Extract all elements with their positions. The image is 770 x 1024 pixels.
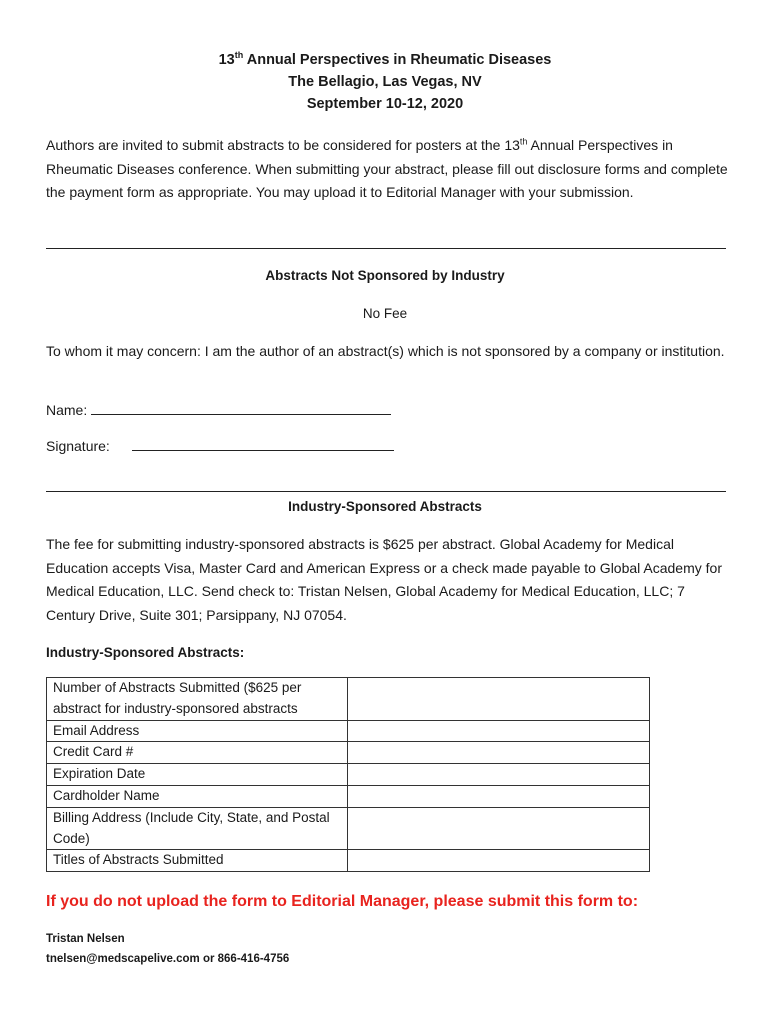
divider: [46, 248, 726, 249]
contact-details: tnelsen@medscapelive.com or 866-416-4756: [46, 953, 290, 965]
row-label: Expiration Date: [47, 764, 348, 786]
payment-form-table: [46, 677, 650, 872]
contact-name: Tristan Nelsen: [46, 933, 125, 945]
table-row: [47, 785, 650, 807]
document-title: 13th Annual Perspectives in Rheumatic Diseases: [218, 50, 552, 68]
row-label: Number of Abstracts Submitted ($625 per abstract for industry-sponsored abstracts: [47, 678, 348, 721]
fee-note: No Fee: [362, 306, 408, 321]
non-sponsored-heading: Abstracts Not Sponsored by Industry: [265, 268, 505, 283]
table-row: [47, 764, 650, 786]
intro-paragraph: Authors are invited to submit abstracts to be considered for posters at the 13th Annual Perspectives in Rheumatic Diseases conference. When submitting your abstract, please fill out disclosure forms and complete the payment form as appropriate. You may upload it to Editorial Manager with your submission.: [46, 136, 728, 200]
submission-notice: If you do not upload the form to Editorial Manager, please submit this form to:: [46, 893, 639, 910]
row-label: Cardholder Name: [47, 785, 348, 807]
row-label: Email Address: [47, 720, 348, 742]
row-value-cell[interactable]: [347, 785, 649, 807]
table-row: [47, 720, 650, 742]
table-row: [47, 807, 650, 850]
row-label: Billing Address (Include City, State, and Postal Code): [47, 807, 348, 850]
row-label: Credit Card #: [47, 742, 348, 764]
payment-table-heading: Industry-Sponsored Abstracts:: [46, 645, 245, 660]
signature-label: Signature:: [46, 438, 110, 454]
signature-field[interactable]: [46, 438, 394, 454]
dates-line: September 10-12, 2020: [306, 96, 464, 112]
name-field[interactable]: [46, 402, 391, 418]
table-row: [47, 678, 650, 721]
table-row: [47, 850, 650, 872]
row-value-cell[interactable]: [347, 764, 649, 786]
row-value-cell[interactable]: [347, 720, 649, 742]
sponsored-fee-paragraph: The fee for submitting industry-sponsored abstracts is $625 per abstract. Global Academy for Medical Education accepts Visa, Master Card and American Express or a check made payable to Global Academy for Medical Education, LLC. Send check to: Tristan Nelsen, Global Academy for Medical Education, LLC; 7 Century Drive, Suite 301; Parsippany, NJ 07054.: [46, 536, 722, 623]
row-value-cell[interactable]: [347, 678, 649, 721]
venue-line: The Bellagio, Las Vegas, NV: [288, 74, 482, 90]
signature-blank[interactable]: [132, 438, 394, 451]
divider: [46, 491, 726, 492]
row-value-cell[interactable]: [347, 850, 649, 872]
name-blank[interactable]: [91, 402, 391, 415]
name-label: Name:: [46, 402, 88, 418]
table-row: [47, 742, 650, 764]
row-label: Titles of Abstracts Submitted: [47, 850, 348, 872]
row-value-cell[interactable]: [347, 807, 649, 850]
row-value-cell[interactable]: [347, 742, 649, 764]
sponsored-heading: Industry-Sponsored Abstracts: [288, 499, 482, 514]
author-statement: To whom it may concern: I am the author of an abstract(s) which is not sponsored by a company or institution.: [46, 343, 725, 359]
